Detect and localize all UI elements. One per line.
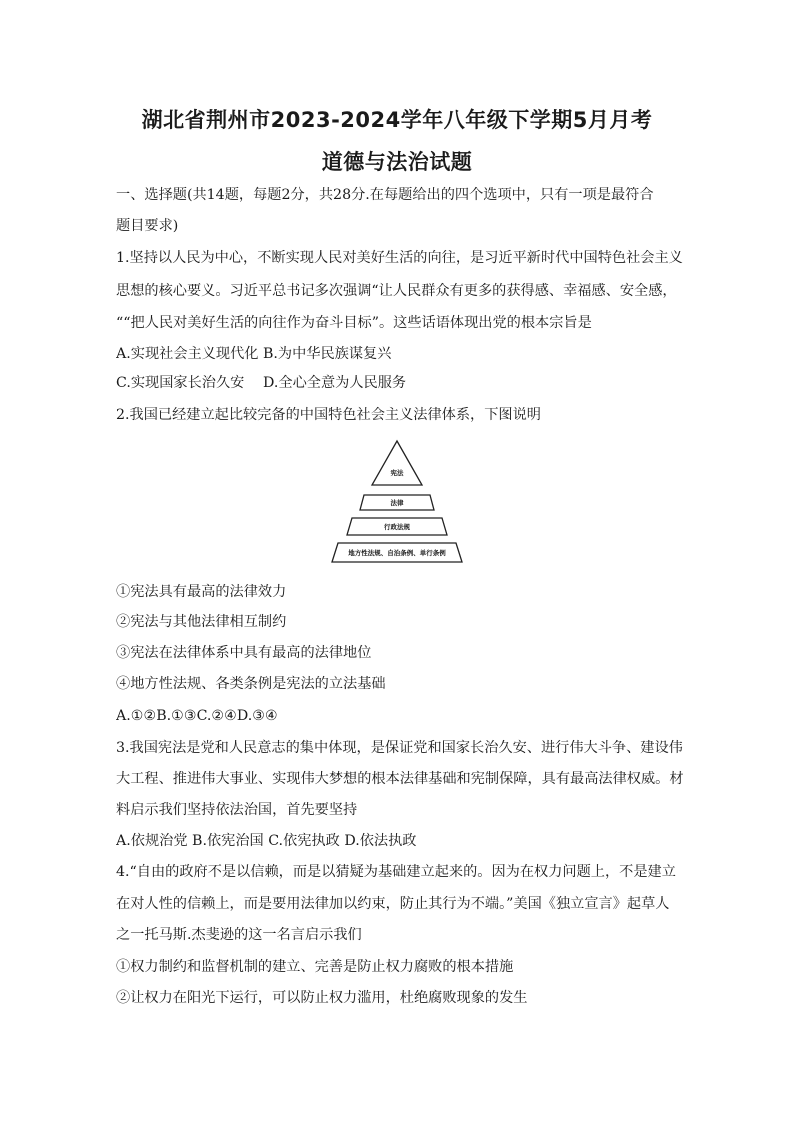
q3-stem-line1: 3.我国宪法是党和人民意志的集中体现，是保证党和国家长治久安、进行伟大斗争、建设伟 (116, 740, 683, 756)
q3-stem-line2: 大工程、推进伟大事业、实现伟大梦想的根本法律基础和宪制保障，具有最高法律权威。材 (116, 771, 684, 787)
q4-stem-line2: 在对人性的信赖上，而是要用法律加以约束，防止其行为不端。”美国《独立宣言》起草人 (116, 896, 670, 912)
q1-options-line1: A.实现社会主义现代化 B.为中华民族谋复兴 (116, 346, 392, 362)
law-pyramid-diagram (326, 438, 468, 566)
q4-stem-line1: 4.“自由的政府不是以信赖，而是以猜疑为基础建立起来的。因为在权力问题上，不是建立 (116, 864, 676, 880)
q1-stem-line3: ““把人民对美好生活的向往作为奋斗目标”。这些话语体现出党的根本宗旨是 (116, 315, 592, 331)
pyramid-level-constitution (372, 441, 422, 485)
q4-item-2: ②让权力在阳光下运行，可以防止权力滥用，杜绝腐败现象的发生 (116, 990, 528, 1006)
q2-item-1: ①宪法具有最高的法律效力 (116, 584, 287, 600)
q4-stem-line3: 之一托马斯.杰斐逊的这一名言启示我们 (116, 927, 362, 943)
q1-stem-line2: 思想的核心要义。习近平总书记多次强调“让人民群众有更多的获得感、幸福感、安全感， (116, 283, 677, 299)
q3-stem-line3: 料启示我们坚持依法治国，首先要坚持 (116, 802, 358, 818)
section-instruction: 一、选择题(共14题，每题2分，共28分.在每题给出的四个选项中，只有一项是最符合 (116, 187, 654, 203)
q4-item-1: ①权力制约和监督机制的建立、完善是防止权力腐败的根本措施 (116, 959, 514, 975)
pyramid-label-law: 法律 (390, 499, 404, 507)
q2-stem: 2.我国已经建立起比较完备的中国特色社会主义法律体系，下图说明 (116, 407, 541, 423)
q3-options: A.依规治党 B.依宪治国 C.依宪执政 D.依法执政 (116, 833, 417, 849)
exam-subtitle: 道德与法治试题 (321, 150, 473, 174)
q1-stem-line1: 1.坚持以人民为中心，不断实现人民对美好生活的向往，是习近平新时代中国特色社会主义 (116, 250, 683, 266)
pyramid-label-local-regulations: 地方性法规、自治条例、单行条例 (348, 549, 446, 557)
pyramid-label-constitution: 宪法 (390, 469, 404, 477)
pyramid-label-admin-regulations: 行政法规 (384, 523, 410, 531)
q2-item-3: ③宪法在法律体系中具有最高的法律地位 (116, 645, 372, 661)
q2-item-2: ②宪法与其他法律相互制约 (116, 614, 287, 630)
q2-options: A.①②B.①③C.②④D.③④ (116, 708, 278, 724)
q2-item-4: ④地方性法规、各类条例是宪法的立法基础 (116, 676, 386, 692)
q1-options-line2: C.实现国家长治久安 D.全心全意为人民服务 (116, 375, 407, 391)
section-instruction-cont: 题目要求) (116, 218, 179, 234)
exam-title: 湖北省荆州市2023-2024学年八年级下学期5月月考 (141, 108, 653, 132)
